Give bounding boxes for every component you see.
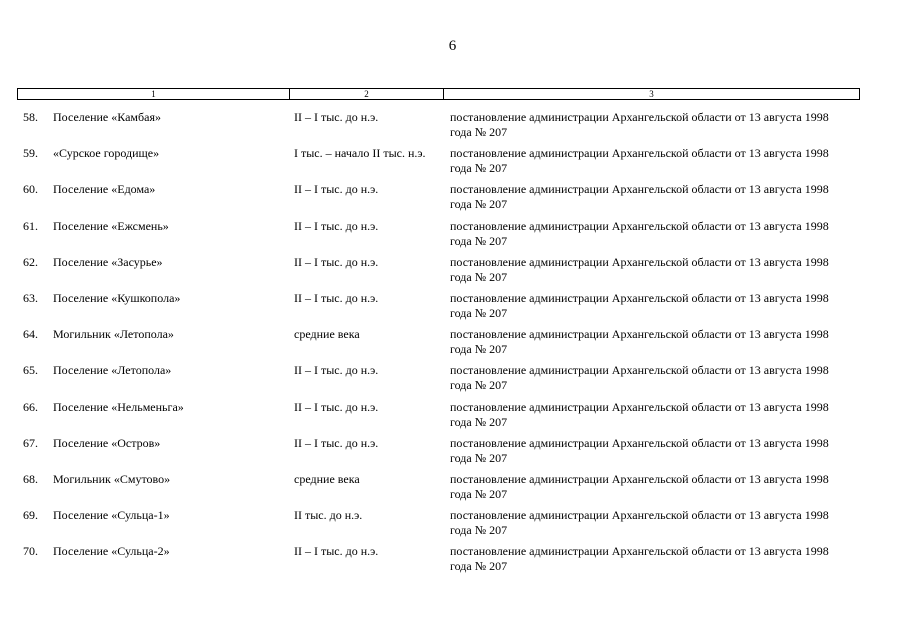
table-row bbox=[0, 219, 905, 255]
legal-document: постановление администрации Архангельской области от 13 августа 1998 года № 207 bbox=[450, 182, 829, 212]
monument-name: Поселение «Едома» bbox=[53, 182, 156, 197]
monument-date: средние века bbox=[294, 471, 360, 486]
legal-document: постановление администрации Архангельской области от 13 августа 1998 года № 207 bbox=[450, 146, 829, 176]
monuments-list bbox=[0, 110, 905, 580]
table-row bbox=[0, 400, 905, 436]
table-row bbox=[0, 146, 905, 182]
monument-date: II – I тыс. до н.э. bbox=[294, 435, 379, 450]
row-number: 63. bbox=[23, 290, 38, 305]
legal-document: постановление администрации Архангельской области от 13 августа 1998 года № 207 bbox=[450, 327, 829, 357]
legal-document: постановление администрации Архангельской области от 13 августа 1998 года № 207 bbox=[450, 254, 829, 284]
table-row bbox=[0, 110, 905, 146]
monument-name: Поселение «Кушкопола» bbox=[53, 290, 181, 305]
page-number: 6 bbox=[448, 38, 457, 54]
monument-date: II – I тыс. до н.э. bbox=[294, 290, 379, 305]
row-number: 65. bbox=[23, 363, 38, 378]
monument-name: Поселение «Сульца-2» bbox=[53, 544, 170, 559]
legal-document: постановление администрации Архангельской области от 13 августа 1998 года № 207 bbox=[450, 290, 829, 320]
row-number: 59. bbox=[23, 146, 38, 161]
monument-date: II – I тыс. до н.э. bbox=[294, 399, 379, 414]
monument-date: II – I тыс. до н.э. bbox=[294, 110, 379, 124]
monument-date: II – I тыс. до н.э. bbox=[294, 544, 379, 559]
monument-name: Поселение «Нельменьга» bbox=[53, 399, 184, 414]
row-number: 68. bbox=[23, 471, 38, 486]
row-number: 62. bbox=[23, 254, 38, 269]
column-2-header: 2 bbox=[290, 89, 444, 99]
row-number: 67. bbox=[23, 435, 38, 450]
legal-document: постановление администрации Архангельской области от 13 августа 1998 года № 207 bbox=[450, 544, 829, 574]
monument-name: Поселение «Летопола» bbox=[53, 363, 172, 378]
monument-name: Поселение «Камбая» bbox=[53, 110, 161, 124]
monument-date: II тыс. до н.э. bbox=[294, 508, 363, 523]
monument-name: Поселение «Сульца-1» bbox=[53, 508, 170, 523]
table-row bbox=[0, 472, 905, 508]
legal-document: постановление администрации Архангельской области от 13 августа 1998 года № 207 bbox=[450, 435, 829, 465]
row-number: 70. bbox=[23, 544, 38, 559]
row-number: 64. bbox=[23, 327, 38, 342]
monument-date: средние века bbox=[294, 327, 360, 342]
legal-document: постановление администрации Архангельской области от 13 августа 1998 года № 207 bbox=[450, 110, 829, 139]
row-number: 58. bbox=[23, 110, 38, 124]
row-number: 61. bbox=[23, 218, 38, 233]
row-number: 69. bbox=[23, 508, 38, 523]
monument-date: II – I тыс. до н.э. bbox=[294, 363, 379, 378]
monument-name: Поселение «Ежсмень» bbox=[53, 218, 169, 233]
monument-date: I тыс. – начало II тыс. н.э. bbox=[294, 146, 426, 161]
monument-name: Могильник «Летопола» bbox=[53, 327, 174, 342]
legal-document: постановление администрации Архангельской области от 13 августа 1998 года № 207 bbox=[450, 471, 829, 501]
table-row bbox=[0, 363, 905, 399]
table-row bbox=[0, 182, 905, 218]
monument-name: Поселение «Остров» bbox=[53, 435, 161, 450]
row-number: 60. bbox=[23, 182, 38, 197]
column-3-header: 3 bbox=[649, 89, 654, 99]
monument-date: II – I тыс. до н.э. bbox=[294, 218, 379, 233]
monument-name: «Сурское городище» bbox=[53, 146, 160, 161]
monument-date: II – I тыс. до н.э. bbox=[294, 254, 379, 269]
legal-document: постановление администрации Архангельской области от 13 августа 1998 года № 207 bbox=[450, 363, 829, 393]
table-row bbox=[0, 291, 905, 327]
table-row bbox=[0, 327, 905, 363]
row-number: 66. bbox=[23, 399, 38, 414]
legal-document: постановление администрации Архангельской области от 13 августа 1998 года № 207 bbox=[450, 399, 829, 429]
monument-name: Поселение «Засурье» bbox=[53, 254, 163, 269]
table-row bbox=[0, 508, 905, 544]
column-number-header bbox=[17, 88, 860, 100]
legal-document: постановление администрации Архангельской области от 13 августа 1998 года № 207 bbox=[450, 218, 829, 248]
column-1-header: 1 bbox=[18, 89, 290, 99]
table-row bbox=[0, 436, 905, 472]
monument-date: II – I тыс. до н.э. bbox=[294, 182, 379, 197]
table-row bbox=[0, 255, 905, 291]
legal-document: постановление администрации Архангельской области от 13 августа 1998 года № 207 bbox=[450, 508, 829, 538]
monument-name: Могильник «Смутово» bbox=[53, 471, 171, 486]
table-row bbox=[0, 544, 905, 580]
